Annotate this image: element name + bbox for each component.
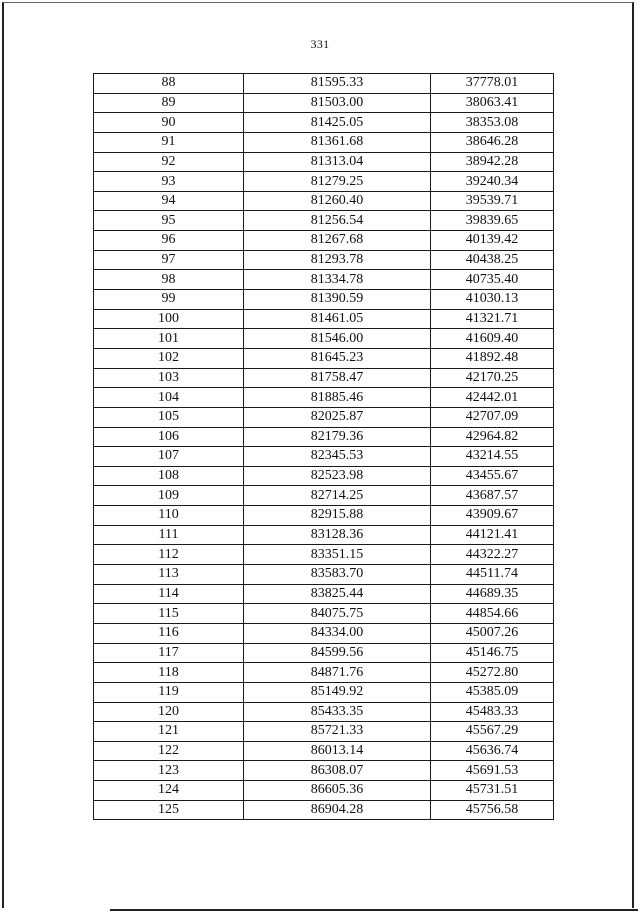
table-row	[94, 290, 554, 310]
table-row	[94, 604, 554, 624]
table-row	[94, 93, 554, 113]
y-value-cell: 39539.71	[431, 191, 554, 211]
point-number-cell: 124	[94, 781, 244, 801]
y-value-cell: 45691.53	[431, 761, 554, 781]
table-row	[94, 407, 554, 427]
point-number-cell: 110	[94, 506, 244, 526]
y-value-cell: 38353.08	[431, 113, 554, 133]
point-number-cell: 111	[94, 525, 244, 545]
x-value-cell: 82345.53	[244, 447, 431, 467]
y-value-cell: 38646.28	[431, 132, 554, 152]
x-value-cell: 81267.68	[244, 231, 431, 251]
y-value-cell: 40438.25	[431, 250, 554, 270]
x-value-cell: 81645.23	[244, 348, 431, 368]
y-value-cell: 39240.34	[431, 172, 554, 192]
table-row	[94, 643, 554, 663]
table-row	[94, 800, 554, 820]
y-value-cell: 45636.74	[431, 741, 554, 761]
coordinate-table	[93, 73, 554, 820]
table-row	[94, 447, 554, 467]
x-value-cell: 81503.00	[244, 93, 431, 113]
table-row	[94, 191, 554, 211]
x-value-cell: 83583.70	[244, 565, 431, 585]
point-number-cell: 92	[94, 152, 244, 172]
point-number-cell: 100	[94, 309, 244, 329]
point-number-cell: 88	[94, 74, 244, 94]
point-number-cell: 109	[94, 486, 244, 506]
point-number-cell: 115	[94, 604, 244, 624]
point-number-cell: 99	[94, 290, 244, 310]
y-value-cell: 42707.09	[431, 407, 554, 427]
table-row	[94, 250, 554, 270]
x-value-cell: 84599.56	[244, 643, 431, 663]
y-value-cell: 41609.40	[431, 329, 554, 349]
y-value-cell: 45731.51	[431, 781, 554, 801]
x-value-cell: 86308.07	[244, 761, 431, 781]
table-row	[94, 565, 554, 585]
point-number-cell: 89	[94, 93, 244, 113]
table-row	[94, 172, 554, 192]
x-value-cell: 81758.47	[244, 368, 431, 388]
point-number-cell: 95	[94, 211, 244, 231]
x-value-cell: 81390.59	[244, 290, 431, 310]
table-row	[94, 270, 554, 290]
point-number-cell: 119	[94, 682, 244, 702]
y-value-cell: 38942.28	[431, 152, 554, 172]
table-row	[94, 584, 554, 604]
y-value-cell: 43909.67	[431, 506, 554, 526]
x-value-cell: 81425.05	[244, 113, 431, 133]
point-number-cell: 102	[94, 348, 244, 368]
x-value-cell: 81334.78	[244, 270, 431, 290]
point-number-cell: 113	[94, 565, 244, 585]
scan-bottom-edge	[110, 909, 638, 911]
x-value-cell: 86013.14	[244, 741, 431, 761]
x-value-cell: 81256.54	[244, 211, 431, 231]
table-row	[94, 74, 554, 94]
x-value-cell: 81461.05	[244, 309, 431, 329]
y-value-cell: 44689.35	[431, 584, 554, 604]
table-row	[94, 486, 554, 506]
x-value-cell: 85433.35	[244, 702, 431, 722]
x-value-cell: 85721.33	[244, 722, 431, 742]
table-row	[94, 506, 554, 526]
x-value-cell: 83128.36	[244, 525, 431, 545]
point-number-cell: 90	[94, 113, 244, 133]
point-number-cell: 98	[94, 270, 244, 290]
table-row	[94, 132, 554, 152]
x-value-cell: 83825.44	[244, 584, 431, 604]
table-row	[94, 761, 554, 781]
point-number-cell: 106	[94, 427, 244, 447]
y-value-cell: 41030.13	[431, 290, 554, 310]
x-value-cell: 82179.36	[244, 427, 431, 447]
x-value-cell: 81260.40	[244, 191, 431, 211]
table-row	[94, 525, 554, 545]
y-value-cell: 43455.67	[431, 466, 554, 486]
y-value-cell: 42442.01	[431, 388, 554, 408]
y-value-cell: 44121.41	[431, 525, 554, 545]
y-value-cell: 40139.42	[431, 231, 554, 251]
point-number-cell: 97	[94, 250, 244, 270]
point-number-cell: 116	[94, 623, 244, 643]
table-row	[94, 682, 554, 702]
table-row	[94, 466, 554, 486]
y-value-cell: 42170.25	[431, 368, 554, 388]
y-value-cell: 45756.58	[431, 800, 554, 820]
x-value-cell: 82523.98	[244, 466, 431, 486]
table-row	[94, 663, 554, 683]
x-value-cell: 84871.76	[244, 663, 431, 683]
point-number-cell: 101	[94, 329, 244, 349]
y-value-cell: 44322.27	[431, 545, 554, 565]
point-number-cell: 96	[94, 231, 244, 251]
point-number-cell: 123	[94, 761, 244, 781]
table-row	[94, 211, 554, 231]
point-number-cell: 118	[94, 663, 244, 683]
point-number-cell: 121	[94, 722, 244, 742]
point-number-cell: 91	[94, 132, 244, 152]
x-value-cell: 81313.04	[244, 152, 431, 172]
table-row	[94, 545, 554, 565]
table-row	[94, 152, 554, 172]
y-value-cell: 45146.75	[431, 643, 554, 663]
x-value-cell: 82714.25	[244, 486, 431, 506]
y-value-cell: 45385.09	[431, 682, 554, 702]
x-value-cell: 82915.88	[244, 506, 431, 526]
table-row	[94, 231, 554, 251]
y-value-cell: 38063.41	[431, 93, 554, 113]
table-row	[94, 368, 554, 388]
point-number-cell: 104	[94, 388, 244, 408]
x-value-cell: 84075.75	[244, 604, 431, 624]
point-number-cell: 114	[94, 584, 244, 604]
x-value-cell: 81595.33	[244, 74, 431, 94]
table-row	[94, 388, 554, 408]
y-value-cell: 45483.33	[431, 702, 554, 722]
y-value-cell: 43687.57	[431, 486, 554, 506]
x-value-cell: 83351.15	[244, 545, 431, 565]
y-value-cell: 45272.80	[431, 663, 554, 683]
point-number-cell: 122	[94, 741, 244, 761]
x-value-cell: 82025.87	[244, 407, 431, 427]
point-number-cell: 105	[94, 407, 244, 427]
table-row	[94, 348, 554, 368]
point-number-cell: 125	[94, 800, 244, 820]
table-row	[94, 702, 554, 722]
y-value-cell: 42964.82	[431, 427, 554, 447]
y-value-cell: 41892.48	[431, 348, 554, 368]
x-value-cell: 81361.68	[244, 132, 431, 152]
y-value-cell: 44511.74	[431, 565, 554, 585]
y-value-cell: 37778.01	[431, 74, 554, 94]
y-value-cell: 41321.71	[431, 309, 554, 329]
table-row	[94, 623, 554, 643]
table-row	[94, 781, 554, 801]
x-value-cell: 81293.78	[244, 250, 431, 270]
page-number: 331	[310, 37, 330, 51]
y-value-cell: 45567.29	[431, 722, 554, 742]
point-number-cell: 117	[94, 643, 244, 663]
table-row	[94, 722, 554, 742]
table-row	[94, 329, 554, 349]
point-number-cell: 120	[94, 702, 244, 722]
point-number-cell: 108	[94, 466, 244, 486]
x-value-cell: 86904.28	[244, 800, 431, 820]
point-number-cell: 107	[94, 447, 244, 467]
y-value-cell: 40735.40	[431, 270, 554, 290]
table-body	[94, 74, 554, 820]
table-row	[94, 427, 554, 447]
point-number-cell: 103	[94, 368, 244, 388]
table-row	[94, 741, 554, 761]
y-value-cell: 39839.65	[431, 211, 554, 231]
x-value-cell: 81279.25	[244, 172, 431, 192]
x-value-cell: 84334.00	[244, 623, 431, 643]
y-value-cell: 44854.66	[431, 604, 554, 624]
y-value-cell: 43214.55	[431, 447, 554, 467]
point-number-cell: 94	[94, 191, 244, 211]
table-row	[94, 309, 554, 329]
x-value-cell: 86605.36	[244, 781, 431, 801]
x-value-cell: 81546.00	[244, 329, 431, 349]
x-value-cell: 85149.92	[244, 682, 431, 702]
y-value-cell: 45007.26	[431, 623, 554, 643]
x-value-cell: 81885.46	[244, 388, 431, 408]
point-number-cell: 93	[94, 172, 244, 192]
table-row	[94, 113, 554, 133]
point-number-cell: 112	[94, 545, 244, 565]
